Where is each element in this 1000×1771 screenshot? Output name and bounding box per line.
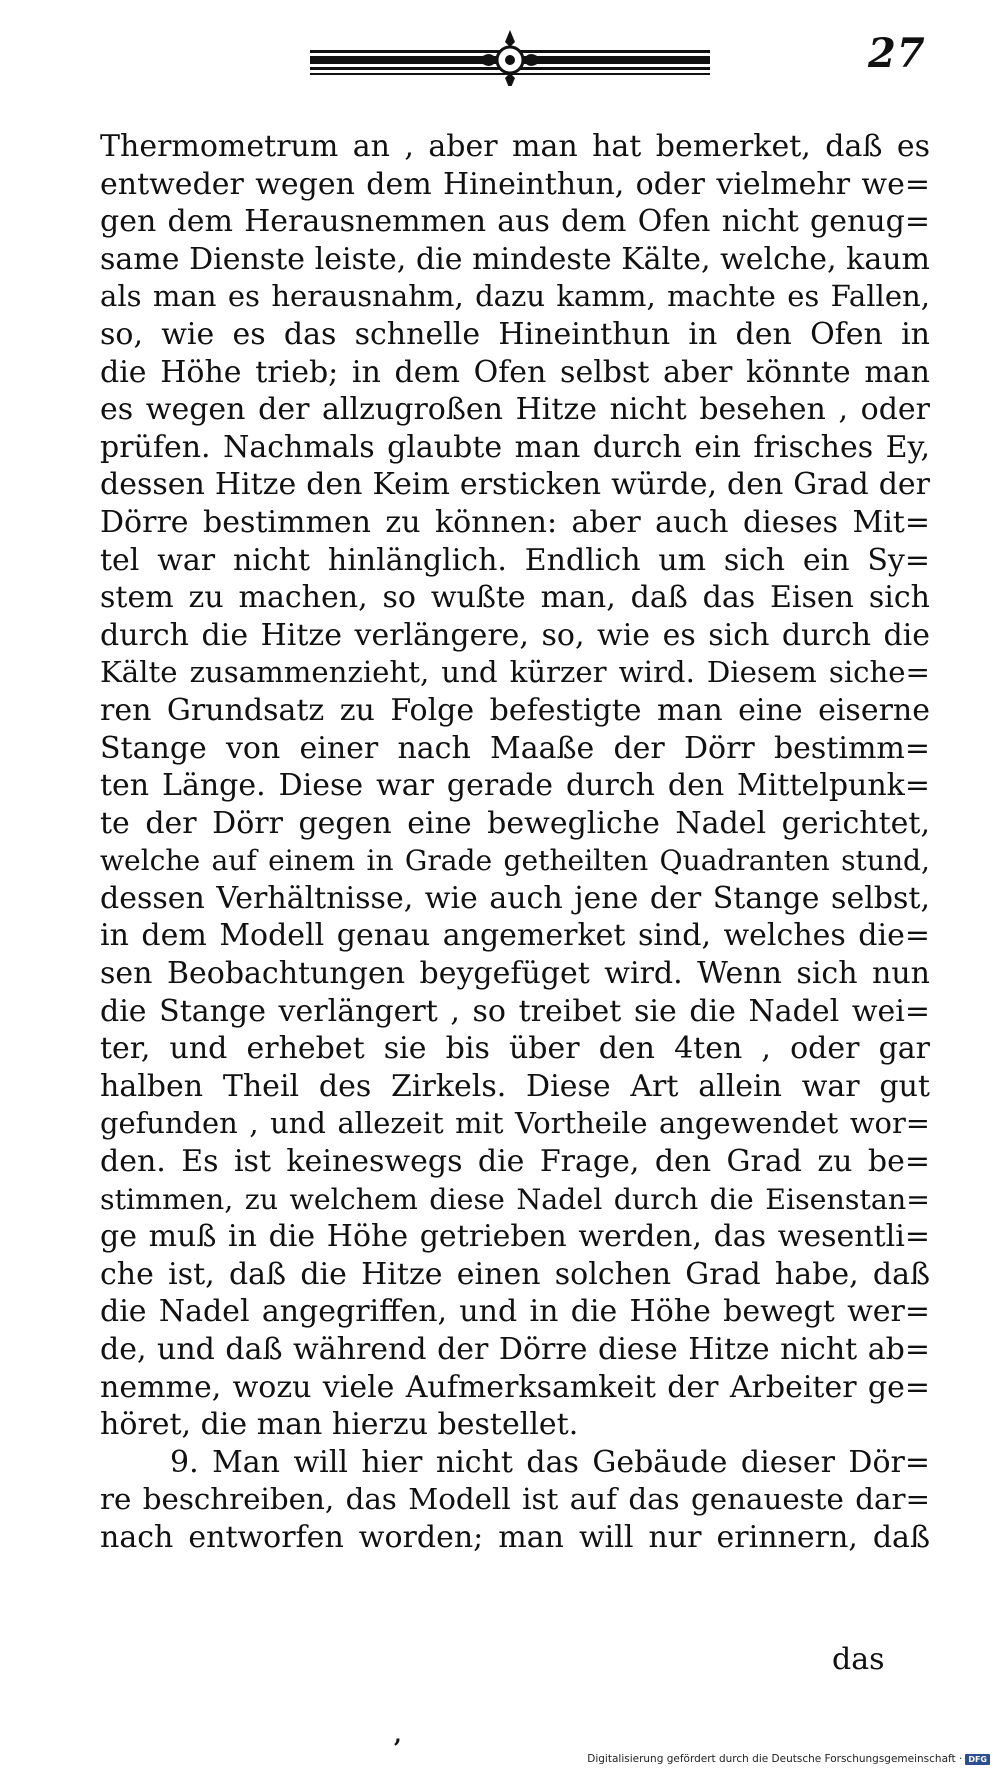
footer-text: Digitalisierung gefördert durch die Deutsche Forschungsgemeinschaft · bbox=[587, 1753, 963, 1765]
text-line: welche auf einem in Grade getheilten Quadranten stund, bbox=[100, 844, 930, 878]
text-line: stem zu machen, so wußte man, daß das Eisen sich bbox=[100, 580, 930, 616]
text-line: ren Grundsatz zu Folge befestigte man eine eiserne bbox=[100, 692, 930, 728]
digitization-footer bbox=[587, 1753, 990, 1765]
text-line: dessen Verhältnisse, wie auch jene der Stange selbst, bbox=[100, 880, 930, 916]
text-line: so, wie es das schnelle Hineinthun in den Ofen in bbox=[100, 316, 930, 352]
bottom-mark: , bbox=[394, 1722, 402, 1748]
text-line: höret, die man hierzu bestellet. bbox=[100, 1407, 579, 1443]
text-line: che ist, daß die Hitze einen solchen Grad habe, daß bbox=[100, 1256, 930, 1292]
text-line: de, und daß während der Dörre diese Hitze nicht ab= bbox=[100, 1332, 930, 1367]
text-line: nemme, wozu viele Aufmerksamkeit der Arbeiter ge= bbox=[100, 1369, 930, 1405]
text-line: Kälte zusammenzieht, und kürzer wird. Diesem sichе= bbox=[100, 655, 930, 690]
text-line: entweder wegen dem Hineinthun, oder vielmehr we= bbox=[100, 166, 930, 202]
text-line: durch die Hitze verlängere, so, wie es sich durch die bbox=[100, 617, 930, 653]
header-ornament-icon bbox=[310, 28, 710, 86]
text-line: te der Dörr gegen eine bewegliche Nadel gerichtet, bbox=[100, 805, 930, 841]
text-line: die Höhe trieb; in dem Ofen selbst aber könnte man bbox=[100, 354, 930, 390]
text-line: prüfen. Nachmals glaubte man durch ein frisches Ey, bbox=[100, 429, 930, 465]
text-line: in dem Modell genau angemerket sind, welches die= bbox=[100, 918, 930, 954]
text-line: die Stange verlängert , so treibet sie die Nadel wei= bbox=[100, 993, 930, 1029]
text-line: ge muß in die Höhe getrieben werden, das wesentli= bbox=[100, 1219, 930, 1255]
text-line: den. Es ist keineswegs die Frage, den Grad zu be= bbox=[100, 1144, 930, 1180]
text-line: gefunden , und allezeit mit Vortheile angewendet wor= bbox=[100, 1106, 930, 1141]
text-line: sen Beobachtungen beygefüget wird. Wenn sich nun bbox=[100, 956, 930, 992]
text-line: nach entworfen worden; man will nur erinnern, daß bbox=[100, 1519, 930, 1555]
page-number: 27 bbox=[868, 30, 926, 77]
text-line: stimmen, zu welchem diese Nadel durch die Eisenstan= bbox=[100, 1182, 930, 1216]
dfg-logo-icon: DFG bbox=[965, 1754, 990, 1765]
text-line: same Dienste leiste, die mindeste Kälte, welche, kaum bbox=[100, 241, 930, 277]
text-line: dessen Hitze den Keim ersticken würde, den Grad der bbox=[100, 467, 930, 503]
text-line: ter, und erhebet sie bis über den 4ten , oder gar bbox=[100, 1031, 930, 1067]
text-line: tel war nicht hinlänglich. Endlich um sich ein Sy= bbox=[100, 542, 930, 578]
text-line: halben Theil des Zirkels. Diese Art allein war gut bbox=[100, 1068, 930, 1104]
text-line: Stange von einer nach Maaße der Dörr bestimm= bbox=[100, 730, 930, 766]
text-line: ten Länge. Diese war gerade durch den Mittelpunk= bbox=[100, 768, 930, 804]
text-line: es wegen der allzugroßen Hitze nicht besehen , oder bbox=[100, 392, 930, 428]
body-text bbox=[100, 128, 930, 1557]
text-line: 9. Man will hier nicht das Gebäude dieser Dör= bbox=[170, 1444, 930, 1480]
text-line: re beschreiben, das Modell ist auf das genaueste dar= bbox=[100, 1482, 930, 1517]
text-line: als man es herausnahm, dazu kamm, machte es Fallen, bbox=[100, 279, 930, 314]
text-line: Thermometrum an , aber man hat bemerket, daß es bbox=[100, 129, 930, 164]
text-line: gen dem Herausnemmen aus dem Ofen nicht genug= bbox=[100, 204, 930, 240]
catchword: das bbox=[832, 1642, 885, 1677]
text-line: die Nadel angegriffen, und in die Höhe bewegt wer= bbox=[100, 1294, 930, 1330]
text-line: Dörre bestimmen zu können: aber auch dieses Mit= bbox=[100, 504, 930, 540]
